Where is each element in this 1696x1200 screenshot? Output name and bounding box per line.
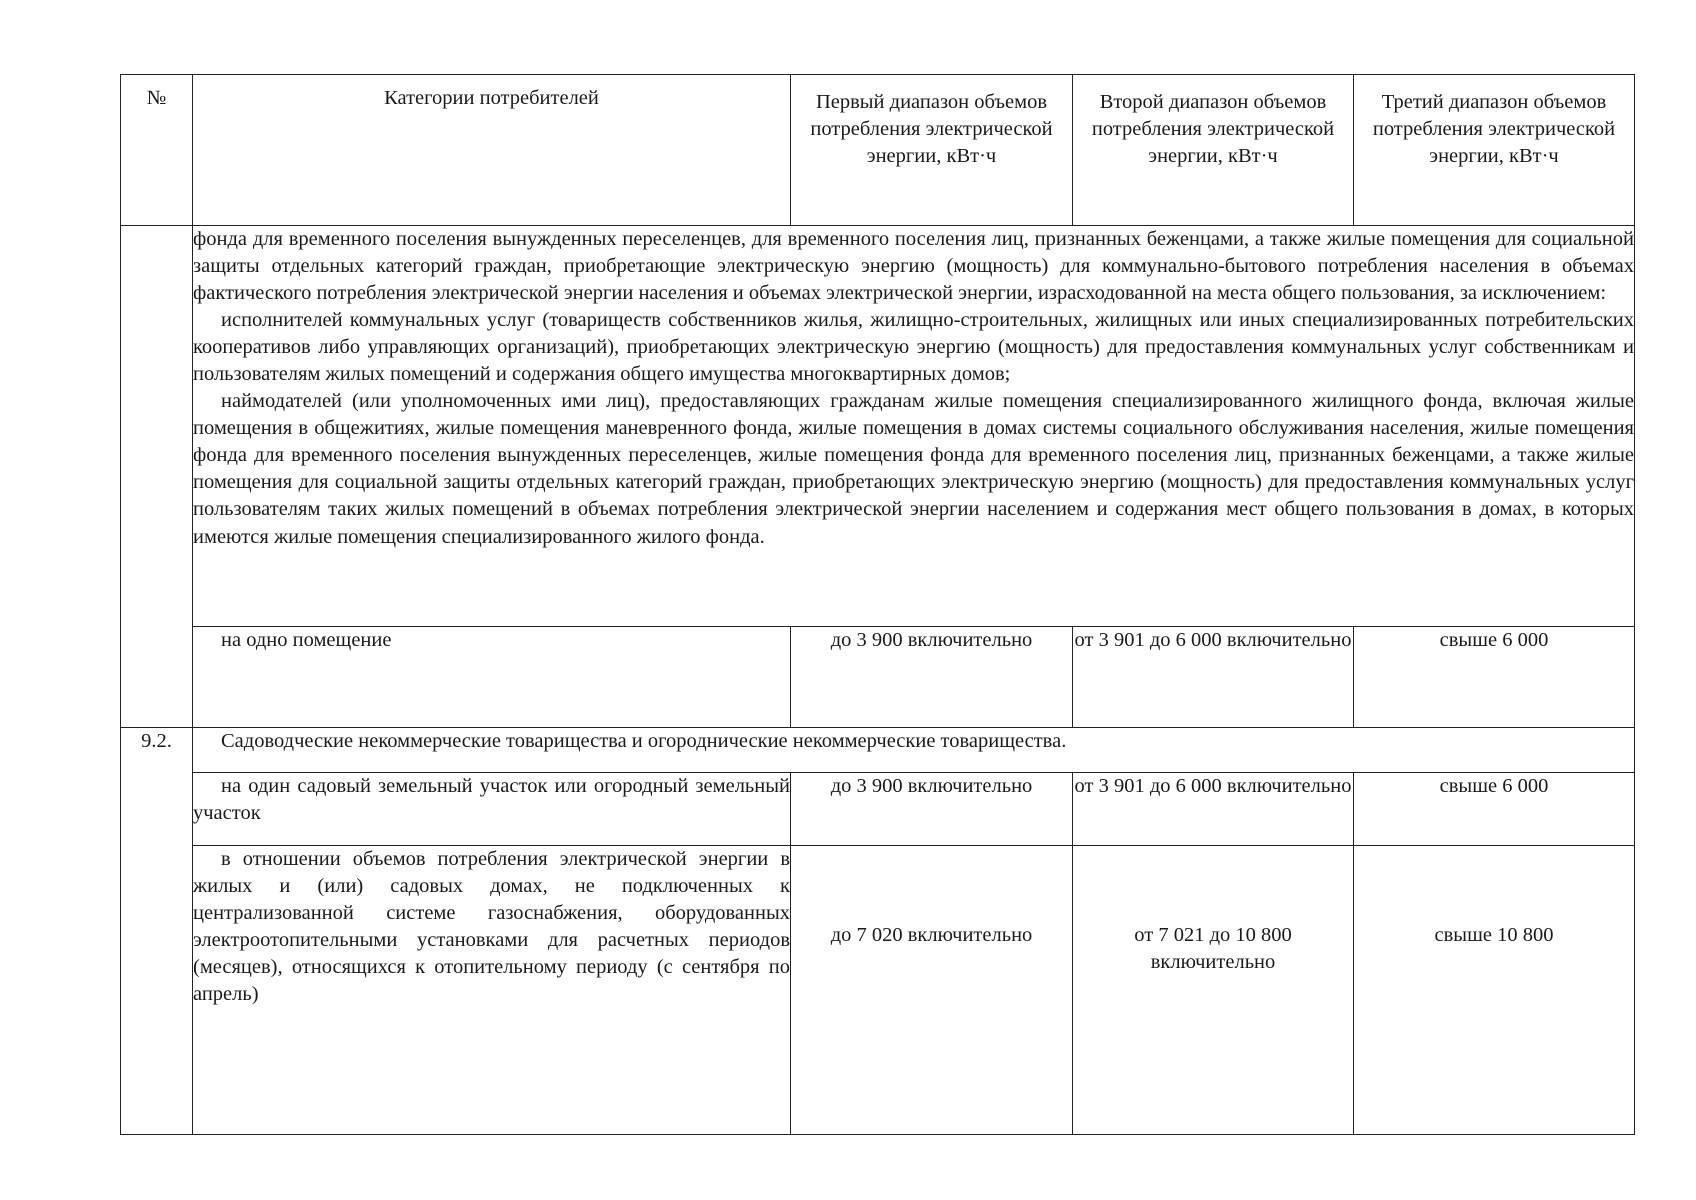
per-plot-range-3: свыше 6 000 bbox=[1354, 773, 1635, 846]
tariff-table bbox=[120, 74, 1635, 1135]
per-premises-range-2: от 3 901 до 6 000 включительно bbox=[1073, 627, 1354, 728]
table-row-per-plot bbox=[121, 773, 1635, 846]
table-header-row bbox=[121, 75, 1635, 226]
per-premises-label: на одно помещение bbox=[193, 627, 791, 728]
table-row-per-premises bbox=[121, 627, 1635, 728]
header-range-1: Первый диапазон объемов потребления электрической энергии, кВт·ч bbox=[791, 75, 1073, 226]
header-range-3: Третий диапазон объемов потребления электрической энергии, кВт·ч bbox=[1354, 75, 1635, 226]
table-row-electric-heating bbox=[121, 846, 1635, 1135]
row-number-9-2: 9.2. bbox=[121, 728, 193, 1135]
header-num: № bbox=[121, 75, 193, 226]
per-premises-range-3: свыше 6 000 bbox=[1354, 627, 1635, 728]
electric-heating-range-3: свыше 10 800 bbox=[1354, 846, 1635, 1135]
continuation-paragraph-1: фонда для временного поселения вынужденных переселенцев, для временного поселения лиц, признанных беженцами, а также жилые помещения для социальной защиты отдельных категорий граждан, приобретающие электрическую энергию (мощность) для коммунально-бытового потребления населения в объемах фактического потребления электрической энергии населения и объемах электрической энергии, израсходованной на места общего пользования, за исключением: bbox=[193, 228, 1634, 305]
table-row-continuation bbox=[121, 226, 1635, 627]
document-page bbox=[120, 74, 1634, 1135]
row-number-empty bbox=[121, 226, 193, 728]
per-plot-label: на один садовый земельный участок или огородный земельный участок bbox=[193, 773, 791, 846]
electric-heating-range-1: до 7 020 включительно bbox=[791, 846, 1073, 1135]
header-range-2: Второй диапазон объемов потребления электрической энергии, кВт·ч bbox=[1073, 75, 1354, 226]
row-9-2-title: Садоводческие некоммерческие товарищества и огороднические некоммерческие товарищества. bbox=[193, 728, 1635, 773]
electric-heating-range-2: от 7 021 до 10 800 включительно bbox=[1073, 846, 1354, 1135]
header-category: Категории потребителей bbox=[193, 75, 791, 226]
electric-heating-label: в отношении объемов потребления электрической энергии в жилых и (или) садовых домах, не подключенных к централизованной системе газоснабжения, оборудованных электроотопительными установками для расчетных периодов (месяцев), относящихся к отопительному периоду (с сентября по апрель) bbox=[193, 846, 791, 1135]
per-plot-range-1: до 3 900 включительно bbox=[791, 773, 1073, 846]
per-premises-range-1: до 3 900 включительно bbox=[791, 627, 1073, 728]
continuation-paragraph-3: наймодателей (или уполномоченных ими лиц), предоставляющих гражданам жилые помещения специализированного жилищного фонда, включая жилые помещения в общежитиях, жилые помещения маневренного фонда, жилые помещения в домах системы социального обслуживания населения, жилые помещения фонда для временного поселения вынужденных переселенцев, жилые помещения фонда для временного поселения лиц, признанных беженцами, а также жилые помещения для социальной защиты отдельных категорий граждан, приобретающих электрическую энергию (мощность) для предоставления коммунальных услуг пользователям таких жилых помещений в объемах потребления электрической энергии населением и содержания мест общего пользования в домах, в которых имеются жилые помещения специализированного жилого фонда. bbox=[193, 390, 1634, 548]
table-row-9-2 bbox=[121, 728, 1635, 773]
continuation-text bbox=[193, 226, 1635, 627]
continuation-paragraph-2: исполнителей коммунальных услуг (товариществ собственников жилья, жилищно-строительных, жилищных или иных специализированных потребительских кооперативов либо управляющих организаций), приобретающих электрическую энергию (мощность) для предоставления коммунальных услуг собственникам и пользователям жилых помещений и содержания общего имущества многоквартирных домов; bbox=[193, 309, 1634, 386]
per-plot-range-2: от 3 901 до 6 000 включительно bbox=[1073, 773, 1354, 846]
